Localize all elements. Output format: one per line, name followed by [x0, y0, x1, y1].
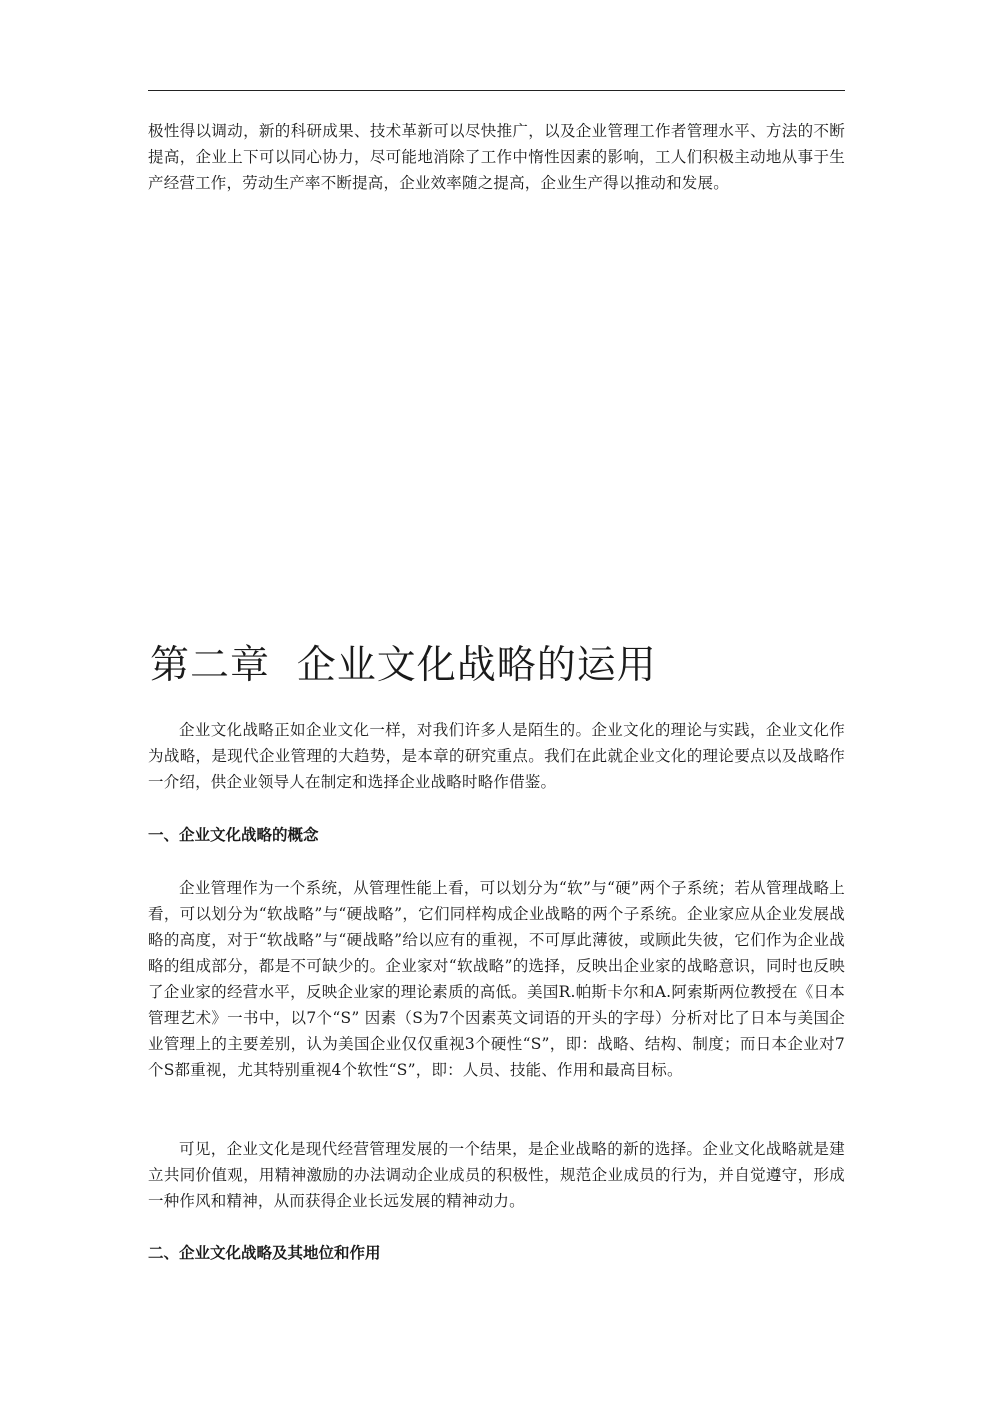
section-heading-role: 二、企业文化战略及其地位和作用	[148, 1243, 381, 1262]
continuation-paragraph: 极性得以调动，新的科研成果、技术革新可以尽快推广，以及企业管理工作者管理水平、方法的不断提高，企业上下可以同心协力，尽可能地消除了工作中惰性因素的影响，工人们积极主动地从事于生产经营工作，劳动生产率不断提高，企业效率随之提高，企业生产得以推动和发展。	[148, 122, 845, 192]
header-rule	[148, 90, 845, 91]
body-paragraph-definition: 可见，企业文化是现代经营管理发展的一个结果，是企业战略的新的选择。企业文化战略就是建立共同价值观，用精神激励的办法调动企业成员的积极性，规范企业成员的行为，并自觉遵守，形成一种作风和精神，从而获得企业长远发展的精神动力。	[148, 1140, 845, 1210]
section-heading-concept: 一、企业文化战略的概念	[148, 825, 319, 844]
chapter-title: 第二章 企业文化战略的运用	[150, 643, 657, 688]
body-paragraph-soft-hard-strategy: 企业管理作为一个系统，从管理性能上看，可以划分为“软”与“硬”两个子系统；若从管理战略上看，可以划分为“软战略”与“硬战略”，它们同样构成企业战略的两个子系统。企业家应从企业发展战略的高度，对于“软战略”与“硬战略”给以应有的重视，不可厚此薄彼，或顾此失彼，它们作为企业战略的组成部分，都是不可缺少的。企业家对“软战略”的选择，反映出企业家的战略意识，同时也反映了企业家的经营水平，反映企业家的理论素质的高低。美国R.帕斯卡尔和A.阿索斯两位教授在《日本管理艺术》一书中，以7个“S” 因素（S为7个因素英文词语的开头的字母）分析对比了日本与美国企业管理上的主要差别，认为美国企业仅仅重视3个硬性“S”，即：战略、结构、制度；而日本企业对7个S都重视，尤其特别重视4个软性“S”，即：人员、技能、作用和最高目标。	[148, 879, 845, 1079]
intro-paragraph: 企业文化战略正如企业文化一样，对我们许多人是陌生的。企业文化的理论与实践，企业文化作为战略，是现代企业管理的大趋势，是本章的研究重点。我们在此就企业文化的理论要点以及战略作一介绍，供企业领导人在制定和选择企业战略时略作借鉴。	[148, 721, 845, 791]
